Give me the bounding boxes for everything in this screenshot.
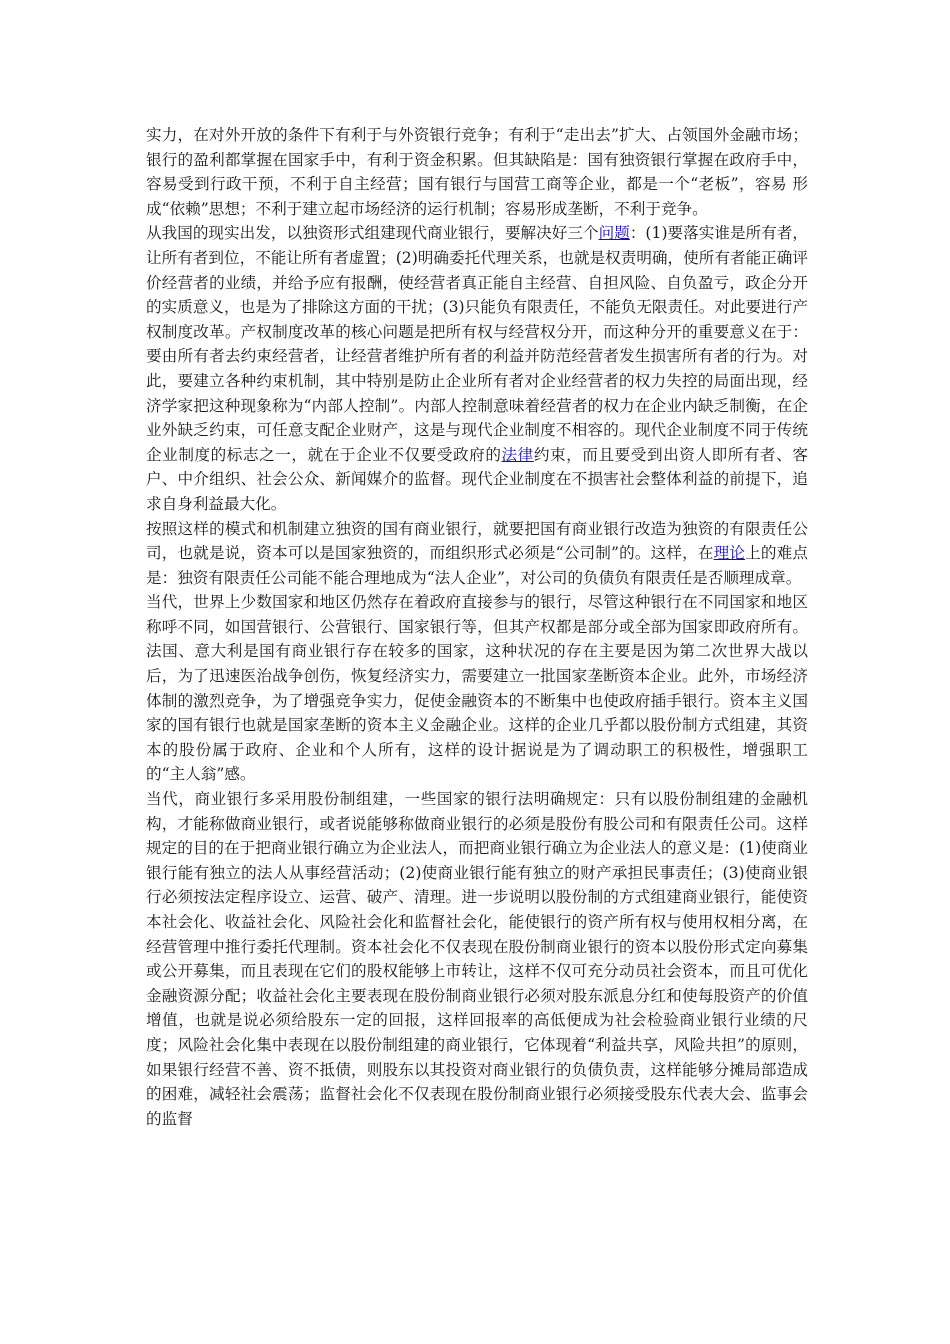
paragraph <box>146 787 808 1131</box>
paragraph <box>146 221 808 516</box>
paragraph-text: 从我国的现实出发，以独资形式组建现代商业银行，要解决好三个 <box>146 224 599 243</box>
paragraph-text: 当代，商业银行多采用股份制组建，一些国家的银行法明确规定：只有以股份制组建的金融机构，才能称做商业银行，或者说能够称做商业银行的必须是股份有股公司和有限责任公司。这样规定的目的在于把商业银行确立为企业法人，而把商业银行确立为企业法人的意义是：(1)使商业银行能有独立的法人从事经营活动；(2)使商业银行能有独立的财产承担民事责任；(3)使商业银行必须按法定程序设立、运营、破产、清理。进一步说明以股份制的方式组建商业银行，能使资本社会化、收益社会化、风险社会化和监督社会化，能使银行的资产所有权与使用权相分离，在经营管理中推行委托代理制。资本社会化不仅表现在股份制商业银行的资本以股份形式定向募集或公开募集，而且表现在它们的股权能够上市转让，这样不仅可充分动员社会资本，而且可优化金融资源分配；收益社会化主要表现在股份制商业银行必须对股东派息分红和使每股资产的价值增值，也就是说必须给股东一定的回报，这样回报率的高低便成为社会检验商业银行业绩的尺度；风险社会化集中表现在以股份制组建的商业银行，它体现着“利益共享，风险共担”的原则，如果银行经营不善、资不抵债，则股东以其投资对商业银行的负债负责，这样能够分摊局部造成的困难，减轻社会震荡；监督社会化不仅表现在股份制商业银行必须接受股东代表大会、监事会的监督 <box>146 790 808 1128</box>
paragraph <box>146 123 808 221</box>
paragraph <box>146 590 808 787</box>
inline-link[interactable]: 法律 <box>501 445 534 464</box>
paragraph-text: 实力，在对外开放的条件下有利于与外资银行竞争；有利于“走出去”扩大、占领国外金融市场；银行的盈利都掌握在国家手中，有利于资金积累。但其缺陷是：国有独资银行掌握在政府手中，容易受到行政干预，不利于自主经营；国有银行与国营工商等企业，都是一个“老板”，容易 形成“依赖”思想；不利于建立起市场经济的运行机制；容易形成垄断，不利于竞争。 <box>146 126 808 218</box>
paragraph-text: ：(1)要落实谁是所有者，让所有者到位，不能让所有者虚置；(2)明确委托代理关系，也就是权责明确，使所有者能正确评价经营者的业绩，并给予应有报酬，使经营者真正能自主经营、自担风险、自负盈亏，政企分开的实质意义，也是为了排除这方面的干扰；(3)只能负有限责任，不能负无限责任。对此要进行产权制度改革。产权制度改革的核心问题是把所有权与经营权分开，而这种分开的重要意义在于：要由所有者去约束经营者，让经营者维护所有者的利益并防范经营者发生损害所有者的行为。对此，要建立各种约束机制，其中特别是防止企业所有者对企业经营者的权力失控的局面出现，经济学家把这种现象称为“内部人控制”。内部人控制意味着经营者的权力在企业内缺乏制衡，在企业外缺乏约束，可任意支配企业财产，这是与现代企业制度不相容的。现代企业制度不同于传统企业制度的标志之一，就在于企业不仅要受政府的 <box>146 224 808 464</box>
paragraph-text: 上的难点是：独资有限责任公司能不能合理地成为“法人企业”，对公司的负债负有限责任是否顺理成章。 <box>146 544 808 587</box>
inline-link[interactable]: 问题 <box>598 224 630 243</box>
paragraph-text: 按照这样的模式和机制建立独资的国有商业银行，就要把国有商业银行改造为独资的有限责任公司，也就是说，资本可以是国家独资的，而组织形式必须是“公司制”的。这样，在 <box>146 519 808 563</box>
document-body <box>146 123 808 1131</box>
paragraph <box>146 517 808 591</box>
paragraph-text: 当代，世界上少数国家和地区仍然存在着政府直接参与的银行，尽管这种银行在不同国家和地区称呼不同，如国营银行、公营银行、国家银行等，但其产权都是部分或全部为国家即政府所有。法国、意大利是国有商业银行存在较多的国家，这种状况的存在主要是因为第二次世界大战以后，为了迅速医治战争创伤，恢复经济实力，需要建立一批国家垄断资本企业。此外，市场经济体制的激烈竞争，为了增强竞争实力，促使金融资本的不断集中也使政府插手银行。资本主义国家的国有银行也就是国家垄断的资本主义金融企业。这样的企业几乎都以股份制方式组建，其资本的股份属于政府、企业和个人所有，这样的设计据说是为了调动职工的积极性，增强职工的“主人翁”感。 <box>146 593 808 784</box>
paragraph-text: 约束，而且要受到出资人即所有者、客户、中介组织、社会公众、新闻媒介的监督。现代企业制度在不损害社会整体利益的前提下，追求自身利益最大化。 <box>146 445 808 513</box>
inline-link[interactable]: 理论 <box>713 544 746 563</box>
